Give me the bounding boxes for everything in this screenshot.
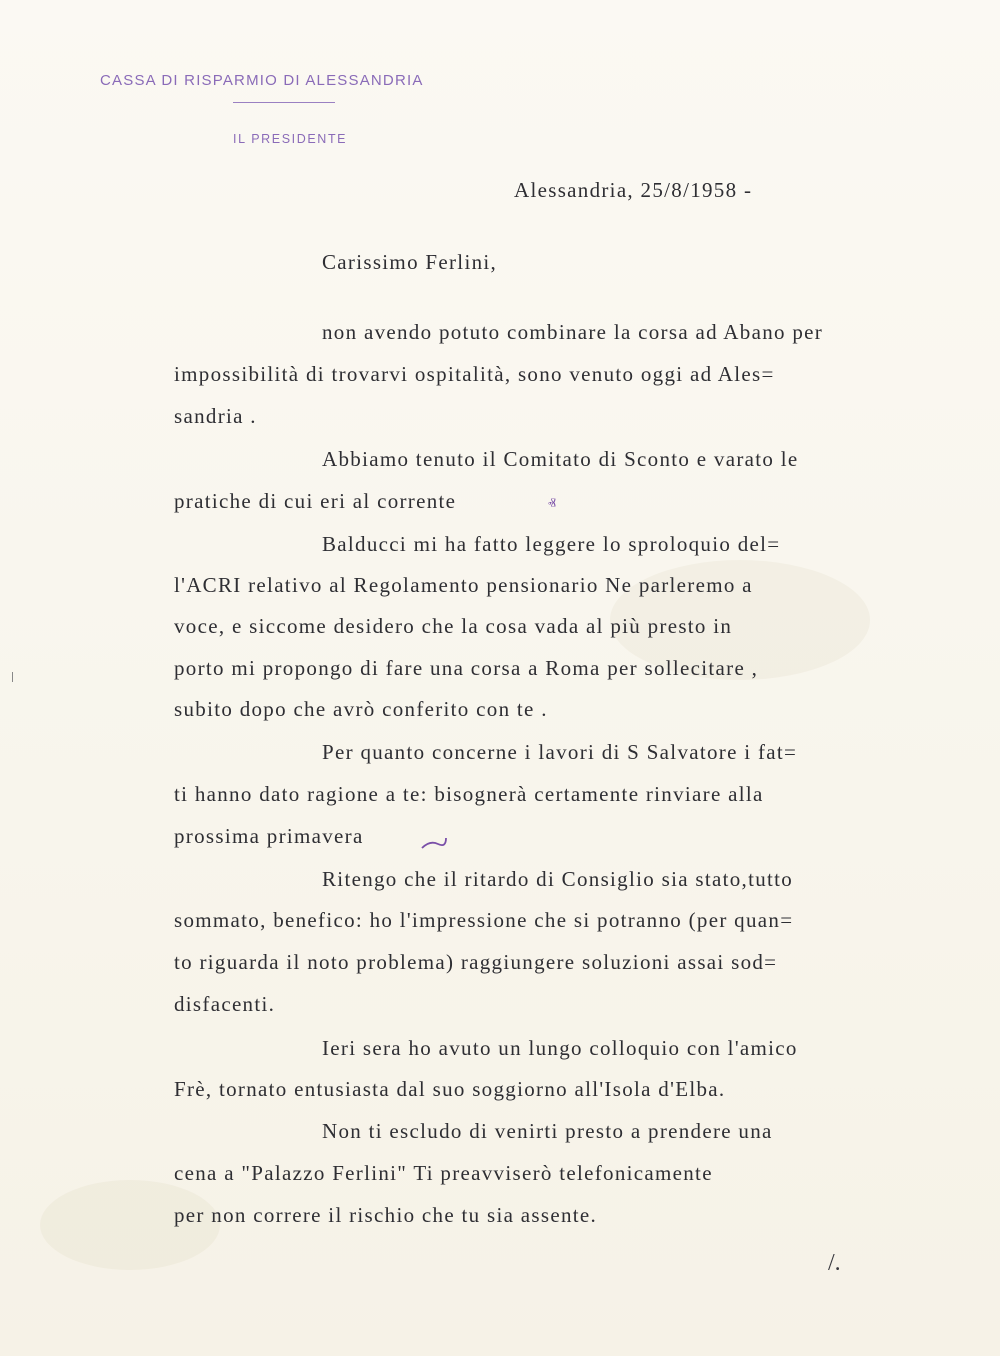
body-line: Ritengo che il ritardo di Consiglio sia stato,tutto — [322, 867, 794, 891]
letterhead-organization: CASSA DI RISPARMIO DI ALESSANDRIA — [100, 72, 424, 89]
body-line: pratiche di cui eri al corrente — [174, 489, 457, 513]
body-line: l'ACRI relativo al Regolamento pensionario Ne parleremo a — [174, 573, 753, 597]
body-line: Abbiamo tenuto il Comitato di Sconto e varato le — [322, 447, 799, 471]
body-line: to riguarda il noto problema) raggiungere soluzioni assai sod= — [174, 950, 778, 974]
body-line: disfacenti. — [174, 992, 276, 1016]
body-line: porto mi propongo di fare una corsa a Roma per sollecitare , — [174, 656, 759, 680]
body-line: sandria . — [174, 404, 257, 428]
body-line: Balducci mi ha fatto leggere lo sproloquio del= — [322, 532, 781, 556]
body-line: ti hanno dato ragione a te: bisognerà certamente rinviare alla — [174, 782, 764, 806]
body-line: per non correre il rischio che tu sia assente. — [174, 1203, 598, 1227]
body-line: impossibilità di trovarvi ospitalità, sono venuto oggi ad Ales= — [174, 362, 775, 386]
ink-correction-mark — [420, 834, 448, 852]
letterhead-title: IL PRESIDENTE — [233, 132, 348, 146]
body-line: prossima primavera — [174, 824, 364, 848]
letter-dateline: Alessandria, 25/8/1958 - — [514, 178, 753, 202]
body-line: subito dopo che avrò conferito con te . — [174, 697, 548, 721]
letterhead-rule — [233, 102, 335, 103]
ink-correction-mark: ⱏ — [548, 496, 556, 513]
body-line: cena a "Palazzo Ferlini" Ti preavviserò telefonicamente — [174, 1161, 713, 1185]
body-line: Non ti escludo di venirti presto a prendere una — [322, 1119, 773, 1143]
margin-tick — [12, 672, 13, 682]
body-line: Per quanto concerne i lavori di S Salvatore i fat= — [322, 740, 798, 764]
body-line: Ieri sera ho avuto un lungo colloquio con l'amico — [322, 1036, 798, 1060]
page-continuation-mark: /. — [828, 1250, 841, 1276]
body-line: voce, e siccome desidero che la cosa vada al più presto in — [174, 614, 733, 638]
letter-salutation: Carissimo Ferlini, — [322, 250, 498, 274]
body-line: sommato, benefico: ho l'impressione che si potranno (per quan= — [174, 908, 794, 932]
body-line: Frè, tornato entusiasta dal suo soggiorno all'Isola d'Elba. — [174, 1077, 726, 1101]
body-line: non avendo potuto combinare la corsa ad Abano per — [322, 320, 824, 344]
